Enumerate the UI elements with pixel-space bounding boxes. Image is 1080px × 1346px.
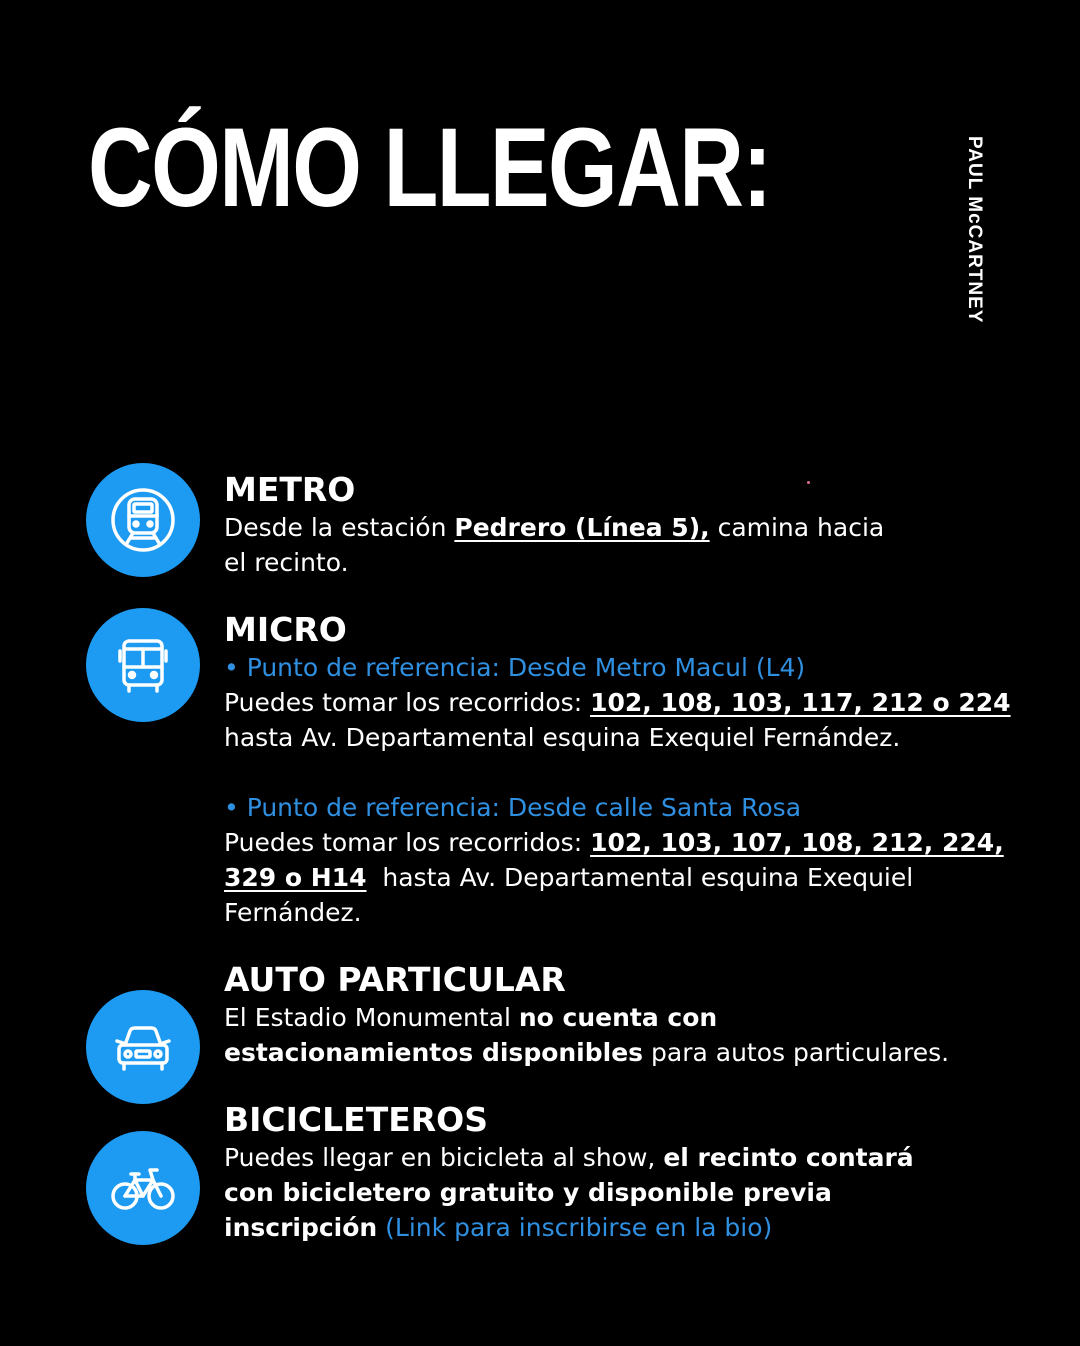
micro-heading: MICRO	[224, 610, 347, 649]
micro-ref2-prefix: Puedes tomar los recorridos:	[224, 828, 591, 857]
auto-text1: El Estadio Monumental	[224, 1003, 519, 1032]
car-icon	[86, 990, 200, 1104]
bici-section	[224, 1100, 1024, 1245]
micro-ref1-prefix: Puedes tomar los recorridos:	[224, 688, 591, 717]
metro-text-line2: el recinto.	[224, 548, 349, 577]
micro-ref2-line3: Fernández.	[224, 898, 362, 927]
metro-text-after: camina hacia	[709, 513, 885, 542]
metro-text-before: Desde la estación	[224, 513, 455, 542]
micro-section	[224, 610, 1024, 930]
micro-ref2-routes-a: 102, 103, 107, 108, 212, 224,	[590, 828, 1004, 857]
metro-text	[224, 510, 1024, 580]
micro-ref1-title: • Punto de referencia: Desde Metro Macul (L4)	[224, 653, 806, 682]
auto-text2: para autos particulares.	[643, 1038, 950, 1067]
bici-text	[224, 1140, 1024, 1245]
micro-ref2-routes-b: 329 o H14	[224, 863, 367, 892]
metro-heading: METRO	[224, 470, 356, 509]
micro-ref2-title: • Punto de referencia: Desde calle Santa Rosa	[224, 793, 802, 822]
micro-ref1-line2: hasta Av. Departamental esquina Exequiel Fernández.	[224, 723, 901, 752]
metro-section	[224, 470, 1024, 580]
auto-text	[224, 1000, 1024, 1070]
artist-name: PAUL McCARTNEY	[964, 136, 985, 324]
bicycle-icon	[86, 1131, 200, 1245]
micro-ref2-block	[224, 790, 1024, 930]
bus-icon	[86, 608, 200, 722]
bici-text1: Puedes llegar en bicicleta al show,	[224, 1143, 664, 1172]
metro-station-link[interactable]: Pedrero (Línea 5),	[454, 513, 710, 542]
auto-heading: AUTO PARTICULAR	[224, 960, 566, 999]
micro-ref1-block	[224, 650, 1024, 755]
auto-section	[224, 960, 1024, 1070]
train-icon	[86, 463, 200, 577]
auto-bold1: no cuenta con	[518, 1003, 718, 1032]
micro-ref1-routes: 102, 108, 103, 117, 212 o 224	[590, 688, 1011, 717]
bici-bold3: inscripción	[224, 1213, 378, 1242]
auto-bold2: estacionamientos disponibles	[224, 1038, 644, 1067]
bici-bold1: el recinto contará	[663, 1143, 914, 1172]
micro-ref2-rest: hasta Av. Departamental esquina Exequiel	[366, 863, 914, 892]
bici-registration-link[interactable]: (Link para inscribirse en la bio)	[377, 1213, 773, 1242]
bici-bold2: con bicicletero gratuito y disponible previa	[224, 1178, 832, 1207]
page-title: CÓMO LLEGAR:	[88, 105, 771, 230]
bici-heading: BICICLETEROS	[224, 1100, 488, 1139]
